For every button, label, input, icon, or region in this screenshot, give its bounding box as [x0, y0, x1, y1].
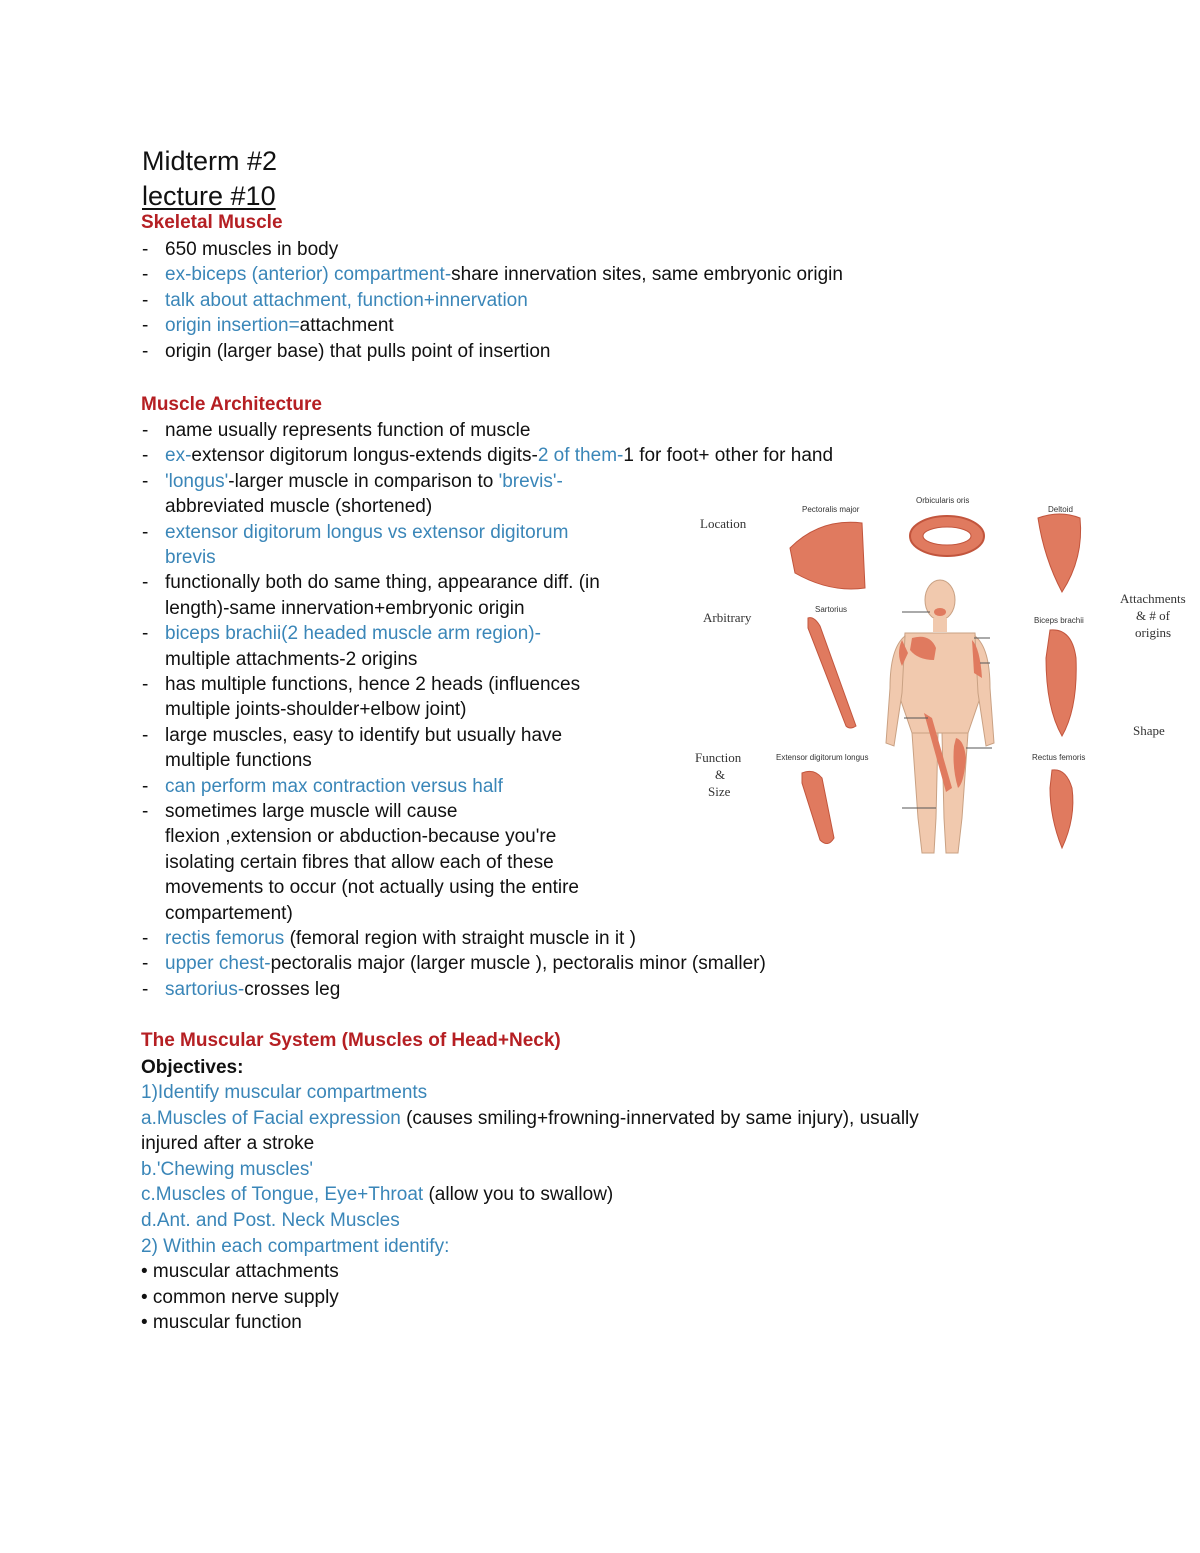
page-title: Midterm #2: [142, 146, 278, 176]
text-line: [165, 799, 458, 824]
text-run: multiple functions: [165, 750, 312, 772]
text-run: brevis: [165, 547, 216, 568]
text-line: [165, 237, 338, 262]
bullet-dash: -: [142, 928, 149, 949]
text-run: ex-: [165, 445, 192, 467]
text-line: [165, 288, 528, 313]
text-run: share innervation sites, same embryonic origin: [451, 264, 843, 286]
text-line: [141, 1080, 427, 1105]
text-run: attachment: [299, 315, 394, 337]
label-orbicularis: Orbicularis oris: [916, 496, 970, 505]
muscle-architecture-heading: Muscle Architecture: [141, 394, 322, 415]
text-line: [165, 520, 568, 545]
bullet-dash: -: [142, 521, 149, 543]
label-origins-num: & # of: [1136, 608, 1170, 623]
text-run: crosses leg: [244, 978, 341, 1000]
text-run: multiple joints-shoulder+elbow joint): [165, 699, 467, 721]
text-line: [141, 1310, 302, 1335]
label-origins: origins: [1135, 625, 1172, 640]
text-line: [141, 1106, 919, 1131]
label-attachments: Attachments: [1120, 591, 1186, 606]
text-line: [165, 697, 467, 722]
text-run: • muscular attachments: [141, 1261, 339, 1283]
text-run: sartorius-: [165, 978, 245, 1000]
text-line: [165, 418, 530, 443]
label-location: Location: [700, 516, 747, 531]
text-line: [165, 977, 340, 1002]
text-line: [165, 339, 550, 364]
text-line: [165, 951, 766, 976]
bullet-dash: -: [142, 445, 149, 467]
text-line: [141, 1234, 449, 1259]
text-run: extensor digitorum longus vs extensor digitorum: [165, 521, 569, 543]
text-run: flexion ,extension or abduction-because you're: [165, 826, 557, 848]
text-run: abbreviated muscle (shortened): [165, 496, 433, 518]
bullet-dash: -: [142, 953, 149, 975]
text-line: [165, 647, 417, 672]
bullet-dash: -: [142, 801, 149, 822]
deltoid-muscle: [1038, 514, 1081, 592]
text-line: [165, 596, 525, 621]
bullet-dash: -: [142, 775, 149, 797]
text-run: 2 of them-: [537, 445, 624, 467]
bullet-dash: -: [142, 289, 149, 311]
text-line: [141, 1157, 313, 1182]
bullet-dash: -: [142, 724, 149, 746]
text-run: large muscles, easy to identify but usually have: [165, 724, 563, 746]
bullet-dash: -: [142, 264, 149, 286]
text-line: [141, 1259, 339, 1284]
biceps-brachii-muscle: [1046, 630, 1076, 736]
text-run: origin (larger base) that pulls point of insertion: [165, 340, 551, 362]
text-line: [165, 774, 503, 799]
text-run: talk about attachment, function+innervation: [165, 289, 528, 311]
text-run: can perform max contraction versus half: [165, 775, 503, 797]
bullet-dash: -: [142, 315, 149, 337]
text-line: [165, 494, 432, 519]
text-line: [165, 875, 579, 900]
bullet-dash: -: [142, 674, 149, 695]
text-run: pectoralis major (larger muscle ), pectoralis minor (smaller): [270, 953, 766, 975]
bullet-dash: -: [142, 470, 149, 492]
text-line: [165, 672, 580, 697]
label-rectus: Rectus femoris: [1032, 753, 1086, 762]
text-run: 'longus': [165, 470, 229, 492]
text-line: [141, 1131, 314, 1156]
extensor-digitorum-muscle: [802, 771, 834, 843]
text-run: 'brevis'-: [498, 470, 563, 492]
text-run: has multiple functions, hence 2 heads (influences: [165, 674, 581, 695]
text-run: sometimes large muscle will cause: [165, 801, 458, 822]
text-run: c.Muscles of Tongue, Eye+Throat: [141, 1184, 429, 1206]
label-arbitrary: Arbitrary: [703, 610, 752, 625]
skeletal-muscle-heading: Skeletal Muscle: [141, 212, 283, 233]
label-shape: Shape: [1133, 723, 1165, 738]
text-run: b.'Chewing muscles': [141, 1158, 313, 1180]
text-run: biceps brachii(2 headed muscle arm region)-: [165, 623, 541, 645]
lecture-title: lecture #10: [142, 181, 276, 211]
text-run: (femoral region with straight muscle in it ): [289, 928, 636, 949]
label-deltoid: Deltoid: [1048, 505, 1073, 514]
text-line: [165, 313, 394, 338]
text-line: [165, 570, 600, 595]
bullet-dash: -: [142, 239, 149, 260]
rectus-femoris-muscle: [1050, 770, 1073, 848]
label-pectoralis: Pectoralis major: [802, 505, 860, 514]
text-run: (allow you to swallow): [428, 1184, 614, 1206]
text-run: 1)Identify muscular compartments: [141, 1082, 428, 1103]
sartorius-muscle: [808, 618, 856, 728]
label-extensor: Extensor digitorum longus: [776, 753, 869, 762]
text-line: [141, 1208, 400, 1233]
text-line: [165, 469, 563, 494]
text-run: • muscular function: [141, 1312, 302, 1334]
text-run: multiple attachments-2 origins: [165, 648, 418, 670]
text-line: [165, 901, 293, 926]
text-line: [165, 443, 833, 468]
text-run: 2) Within each compartment identify:: [141, 1235, 450, 1257]
text-run: • common nerve supply: [141, 1286, 339, 1308]
text-run: movements to occur (not actually using the entire: [165, 877, 579, 899]
bullet-dash: -: [142, 978, 149, 1000]
label-ampersand: &: [715, 767, 726, 782]
muscular-system-heading: The Muscular System (Muscles of Head+Neck): [141, 1030, 561, 1051]
text-run: isolating certain fibres that allow each of these: [165, 851, 554, 873]
text-run: extensor digitorum longus-extends digits-: [191, 445, 538, 467]
bullet-dash: -: [142, 623, 149, 645]
text-run: a.Muscles of Facial expression: [141, 1107, 407, 1129]
text-line: [165, 262, 843, 287]
text-line: [141, 1182, 613, 1207]
text-run: origin insertion=: [165, 315, 300, 337]
label-size: Size: [708, 784, 731, 799]
text-line: [165, 545, 216, 570]
text-line: [165, 824, 556, 849]
text-run: upper chest-: [165, 953, 271, 975]
text-line: [165, 621, 541, 646]
bullet-dash: -: [142, 420, 149, 441]
text-line: [165, 926, 636, 951]
objectives-label: Objectives:: [141, 1057, 244, 1078]
text-run: (causes smiling+frowning-innervated by same injury), usually: [406, 1107, 919, 1129]
muscle-naming-figure: [690, 488, 1200, 868]
pectoralis-major-muscle: [790, 522, 865, 589]
text-line: [165, 850, 554, 875]
orbicularis-oris-opening: [923, 527, 971, 545]
text-run: length)-same innervation+embryonic origin: [165, 597, 525, 619]
label-biceps: Biceps brachii: [1034, 616, 1084, 625]
bullet-dash: -: [142, 572, 149, 594]
text-run: rectis femorus: [165, 928, 290, 949]
label-function: Function: [695, 750, 742, 765]
text-run: functionally both do same thing, appearance diff. (in: [165, 572, 600, 594]
text-run: injured after a stroke: [141, 1133, 315, 1155]
text-run: 1 for foot+ other for hand: [623, 445, 834, 467]
text-run: 650 muscles in body: [165, 239, 339, 260]
human-body-figure: [886, 580, 994, 853]
text-run: ex-biceps (anterior) compartment-: [165, 264, 452, 286]
text-line: [165, 723, 562, 748]
text-run: d.Ant. and Post. Neck Muscles: [141, 1210, 400, 1231]
text-line: [141, 1285, 339, 1310]
text-line: [165, 748, 312, 773]
label-sartorius: Sartorius: [815, 605, 848, 614]
bullet-dash: -: [142, 340, 149, 362]
text-run: compartement): [165, 902, 293, 924]
text-run: -larger muscle in comparison to: [228, 470, 499, 492]
text-run: name usually represents function of muscle: [165, 420, 531, 441]
